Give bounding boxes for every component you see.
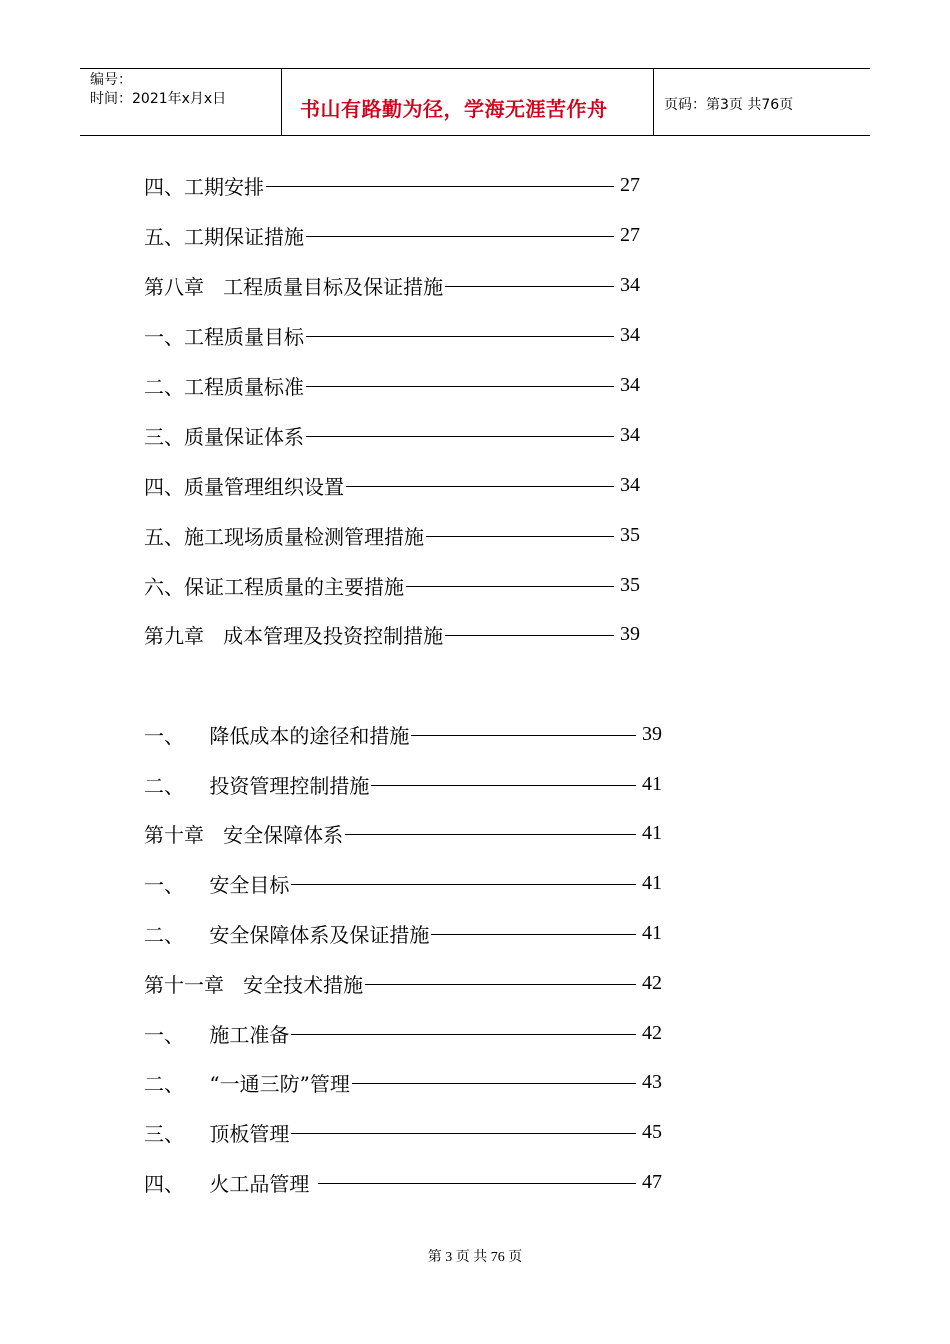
page-footer: 第 3 页 共 76 页 [427,1250,523,1265]
toc-entry-label: 第九章 成本管理及投资控制措施 [144,623,444,648]
toc-entry[interactable] [144,470,646,500]
toc-entry[interactable] [144,1117,668,1147]
toc-leader-line [306,436,614,437]
toc-entry-page: 42 [642,971,662,994]
toc-entry[interactable] [144,1167,668,1197]
toc-leader-line [411,735,636,736]
toc-leader-line [406,586,614,587]
toc-entry-page: 41 [642,772,662,795]
toc-entry-label: 二、 投资管理控制措施 [144,773,370,798]
toc-entry-page: 27 [620,223,640,246]
toc-entry[interactable] [144,420,646,450]
toc-entry[interactable] [144,769,668,799]
number-label: 编号： [90,72,132,88]
toc-entry[interactable] [144,270,646,300]
toc-entry[interactable] [144,370,646,400]
toc-entry-page: 42 [642,1021,662,1044]
toc-entry-label: 一、 降低成本的途径和措施 [144,723,410,748]
toc-entry-label: 二、 “一通三防”管理 [144,1071,350,1096]
toc-entry[interactable] [144,220,646,250]
toc-entry-label: 第八章 工程质量目标及保证措施 [144,274,444,299]
toc-entry-label: 一、 施工准备 [144,1022,290,1047]
toc-leader-line [431,934,636,935]
toc-entry-page: 45 [642,1120,662,1143]
toc-leader-line [306,236,614,237]
toc-entry-label: 四、 火工品管理 [144,1171,316,1196]
toc-entry[interactable] [144,818,668,848]
time-label: 时间：2021年x月x日 [90,91,227,107]
toc-leader-line [306,386,614,387]
toc-entry-label: 二、工程质量标准 [144,374,304,399]
toc-leader-line [266,186,614,187]
toc-entry-label: 一、工程质量目标 [144,324,304,349]
toc-entry-page: 39 [642,722,662,745]
toc-entry[interactable] [144,1018,668,1048]
toc-entry[interactable] [144,918,668,948]
toc-entry[interactable] [144,719,668,749]
toc-entry-page: 34 [620,323,640,346]
toc-entry-page: 27 [620,173,640,196]
toc-leader-line [445,286,614,287]
toc-entry-page: 34 [620,273,640,296]
toc-leader-line [306,336,614,337]
toc-entry-page: 34 [620,373,640,396]
toc-entry-page: 34 [620,473,640,496]
toc-entry-label: 一、 安全目标 [144,872,290,897]
toc-leader-line [318,1183,636,1184]
toc-entry[interactable] [144,520,646,550]
toc-leader-line [426,536,614,537]
toc-leader-line [346,486,614,487]
page-header [80,68,870,136]
toc-entry[interactable] [144,570,646,600]
toc-entry-label: 四、工期安排 [144,174,264,199]
toc-entry-page: 39 [620,622,640,645]
toc-entry-label: 三、 顶板管理 [144,1121,290,1146]
toc-entry-page: 43 [642,1070,662,1093]
toc-entry-page: 41 [642,871,662,894]
toc-entry[interactable] [144,968,668,998]
toc-leader-line [291,884,636,885]
toc-entry-label: 五、工期保证措施 [144,224,304,249]
toc-entry-page: 35 [620,573,640,596]
page-label: 页码：第3页 共76页 [664,97,794,113]
toc-entry-label: 四、质量管理组织设置 [144,474,344,499]
toc-leader-line [291,1034,636,1035]
header-meta [80,69,282,135]
toc-entry-page: 41 [642,821,662,844]
motto: 书山有路勤为径，学海无涯苦作舟 [300,97,608,121]
toc-entry[interactable] [144,320,646,350]
toc-leader-line [371,785,636,786]
toc-leader-line [291,1133,636,1134]
toc-entry-label: 第十一章 安全技术措施 [144,972,364,997]
toc-entry[interactable] [144,170,646,200]
toc-entry-page: 41 [642,921,662,944]
toc-entry-label: 六、保证工程质量的主要措施 [144,574,404,599]
toc-entry[interactable] [144,1067,668,1097]
toc-leader-line [345,834,636,835]
toc-entry-page: 47 [642,1170,662,1193]
header-page-cell [654,69,870,135]
toc-leader-line [365,984,636,985]
toc-entry-page: 34 [620,423,640,446]
toc-entry[interactable] [144,619,646,649]
toc-leader-line [352,1083,636,1084]
toc-entry-page: 35 [620,523,640,546]
toc-entry-label: 二、 安全保障体系及保证措施 [144,922,430,947]
toc-leader-line [445,635,614,636]
toc-entry-label: 五、施工现场质量检测管理措施 [144,524,424,549]
toc-entry-label: 三、质量保证体系 [144,424,304,449]
toc-entry-label: 第十章 安全保障体系 [144,822,344,847]
toc-entry[interactable] [144,868,668,898]
header-motto-cell [282,69,654,135]
